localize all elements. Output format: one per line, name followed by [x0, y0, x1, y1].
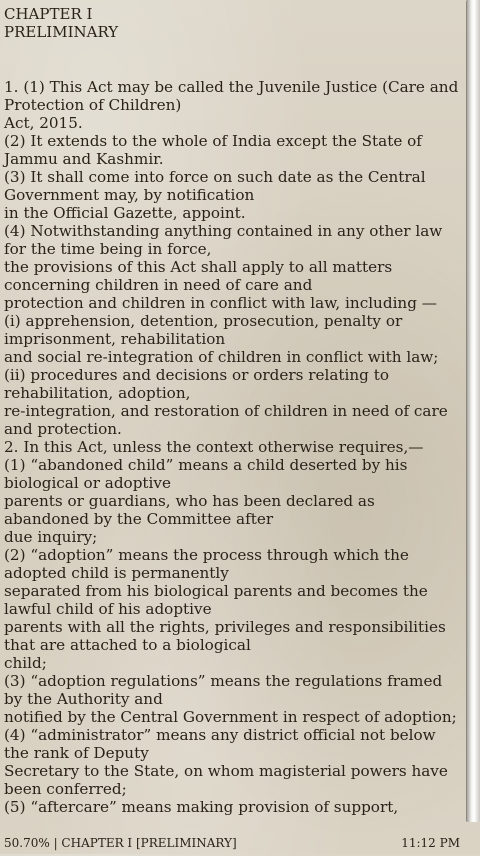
text-line: (3) It shall come into force on such date as the Central	[4, 168, 426, 186]
text-line: in the Official Gazette, appoint.	[4, 204, 246, 222]
text-line: (4) “administrator” means any district official not below	[4, 726, 436, 744]
text-line: biological or adoptive	[4, 474, 171, 492]
text-line: notified by the Central Government in respect of adoption;	[4, 708, 457, 726]
chapter-title: CHAPTER I	[4, 5, 93, 23]
text-line: concerning children in need of care and	[4, 276, 313, 294]
text-line: imprisonment, rehabilitation	[4, 330, 226, 348]
text-line: re-integration, and restoration of children in need of care	[4, 402, 448, 420]
text-line: 1. (1) This Act may be called the Juvenile Justice (Care and	[4, 78, 459, 96]
text-line: the provisions of this Act shall apply to all matters	[4, 258, 393, 276]
clock: 11:12 PM	[401, 836, 460, 850]
chapter-subtitle: PRELIMINARY	[4, 23, 119, 41]
text-line: parents with all the rights, privileges and responsibilities	[4, 618, 446, 636]
reading-progress: 50.70% | CHAPTER I [PRELIMINARY]	[4, 836, 237, 850]
text-line: child;	[4, 654, 47, 672]
text-line: (i) apprehension, detention, prosecution, penalty or	[4, 312, 403, 330]
text-line: lawful child of his adoptive	[4, 600, 212, 618]
text-line: adopted child is permanently	[4, 564, 229, 582]
text-line: that are attached to a biological	[4, 636, 251, 654]
text-line: due inquiry;	[4, 528, 98, 546]
text-line: Secretary to the State, on whom magisterial powers have	[4, 762, 448, 780]
text-line: Act, 2015.	[4, 114, 83, 132]
text-line: 2. In this Act, unless the context otherwise requires,—	[4, 438, 424, 456]
text-line: protection and children in conflict with law, including —	[4, 294, 437, 312]
text-line: (3) “adoption regulations” means the regulations framed	[4, 672, 443, 690]
text-line: the rank of Deputy	[4, 744, 149, 762]
text-line: Protection of Children)	[4, 96, 182, 114]
text-line: parents or guardians, who has been declared as	[4, 492, 375, 510]
text-line: (2) “adoption” means the process through which the	[4, 546, 409, 564]
status-bar	[0, 828, 480, 854]
text-line: and social re-integration of children in conflict with law;	[4, 348, 439, 366]
text-line: and protection.	[4, 420, 122, 438]
scrollbar[interactable]	[466, 0, 480, 822]
text-line: (5) “aftercare” means making provision of support,	[4, 798, 399, 816]
chapter-heading	[4, 5, 118, 41]
text-line: rehabilitation, adoption,	[4, 384, 191, 402]
text-line: (ii) procedures and decisions or orders relating to	[4, 366, 389, 384]
text-line: Government may, by notification	[4, 186, 255, 204]
reader-text	[4, 78, 466, 816]
text-line: by the Authority and	[4, 690, 163, 708]
text-line: Jammu and Kashmir.	[4, 150, 164, 168]
text-line: (4) Notwithstanding anything contained in any other law	[4, 222, 443, 240]
text-line: (1) “abandoned child” means a child deserted by his	[4, 456, 408, 474]
text-line: been conferred;	[4, 780, 127, 798]
text-line: for the time being in force,	[4, 240, 212, 258]
text-line: abandoned by the Committee after	[4, 510, 274, 528]
text-line: separated from his biological parents and becomes the	[4, 582, 428, 600]
text-line: (2) It extends to the whole of India except the State of	[4, 132, 422, 150]
